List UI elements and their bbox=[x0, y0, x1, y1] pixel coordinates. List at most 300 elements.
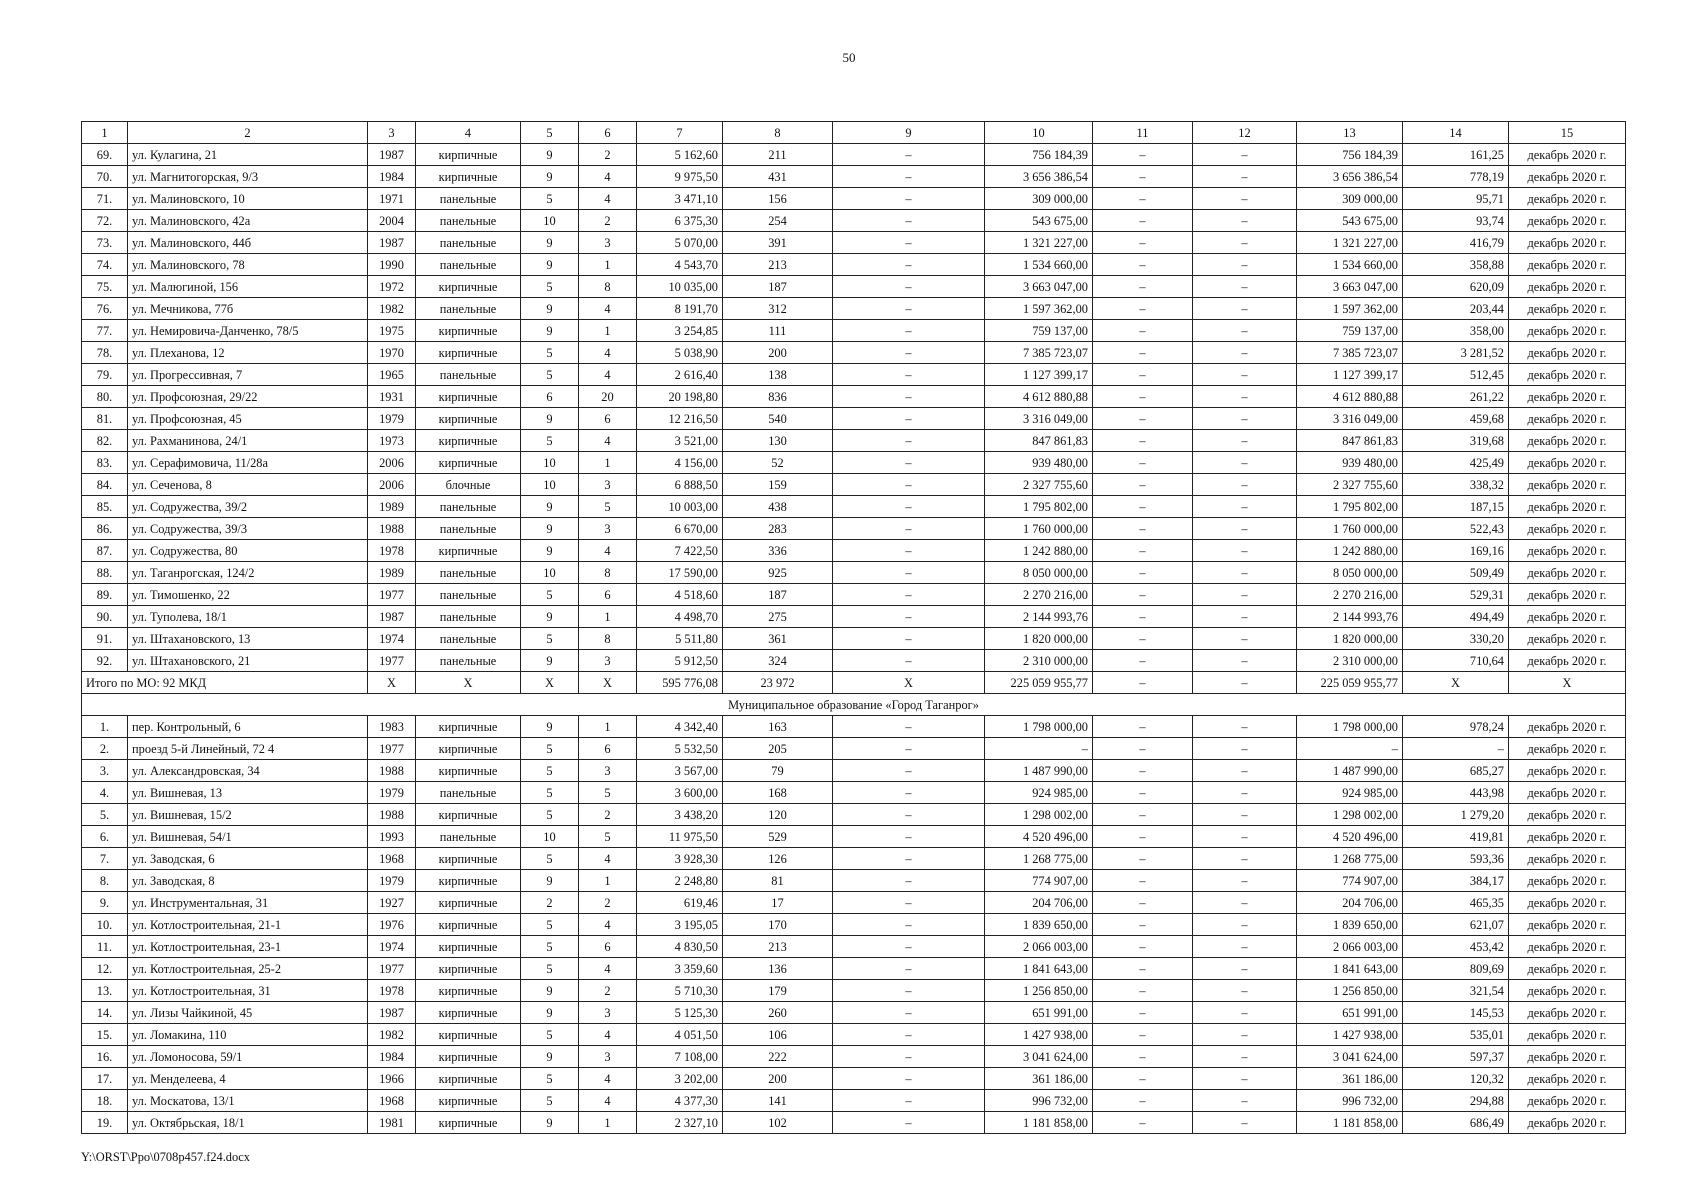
table-row bbox=[82, 848, 1626, 870]
cell-col-13: 847 861,83 bbox=[1297, 430, 1403, 452]
cell-col-8: 141 bbox=[723, 1090, 833, 1112]
cell-col-5: 9 bbox=[521, 606, 579, 628]
cell-col-15: декабрь 2020 г. bbox=[1509, 914, 1626, 936]
cell-col-2: ул. Серафимовича, 11/28а bbox=[128, 452, 368, 474]
cell-col-11: – bbox=[1093, 430, 1193, 452]
column-header-13: 13 bbox=[1297, 122, 1403, 144]
cell-col-7: 6 375,30 bbox=[637, 210, 723, 232]
cell-col-13: 2 144 993,76 bbox=[1297, 606, 1403, 628]
cell-col-10: 309 000,00 bbox=[985, 188, 1093, 210]
cell-col-5: 5 bbox=[521, 276, 579, 298]
cell-col-8: 130 bbox=[723, 430, 833, 452]
cell-col-8: 81 bbox=[723, 870, 833, 892]
cell-col-14: 509,49 bbox=[1403, 562, 1509, 584]
cell-col-8: 156 bbox=[723, 188, 833, 210]
cell-col-3: 1984 bbox=[368, 166, 416, 188]
cell-col-8: 159 bbox=[723, 474, 833, 496]
cell-col-3: 1977 bbox=[368, 650, 416, 672]
table-row bbox=[82, 782, 1626, 804]
cell-col-14: 685,27 bbox=[1403, 760, 1509, 782]
cell-col-10: 7 385 723,07 bbox=[985, 342, 1093, 364]
cell-col-4: кирпичные bbox=[416, 1046, 521, 1068]
cell-col-5: 10 bbox=[521, 826, 579, 848]
cell-col-9: – bbox=[833, 408, 985, 430]
cell-col-11: – bbox=[1093, 584, 1193, 606]
cell-col-6: 2 bbox=[579, 980, 637, 1002]
cell-col-10: 543 675,00 bbox=[985, 210, 1093, 232]
cell-col-3: 1987 bbox=[368, 232, 416, 254]
cell-col-1: 69. bbox=[82, 144, 128, 166]
total-cell: X bbox=[579, 672, 637, 694]
cell-col-6: 3 bbox=[579, 1046, 637, 1068]
cell-col-1: 80. bbox=[82, 386, 128, 408]
cell-col-4: панельные bbox=[416, 606, 521, 628]
cell-col-3: 1975 bbox=[368, 320, 416, 342]
cell-col-5: 5 bbox=[521, 342, 579, 364]
column-header-3: 3 bbox=[368, 122, 416, 144]
cell-col-11: – bbox=[1093, 342, 1193, 364]
cell-col-1: 6. bbox=[82, 826, 128, 848]
cell-col-15: декабрь 2020 г. bbox=[1509, 562, 1626, 584]
cell-col-8: 283 bbox=[723, 518, 833, 540]
cell-col-8: 324 bbox=[723, 650, 833, 672]
total-cell: 225 059 955,77 bbox=[1297, 672, 1403, 694]
cell-col-9: – bbox=[833, 166, 985, 188]
cell-col-1: 77. bbox=[82, 320, 128, 342]
table-row bbox=[82, 584, 1626, 606]
cell-col-10: 1 487 990,00 bbox=[985, 760, 1093, 782]
cell-col-3: 1972 bbox=[368, 276, 416, 298]
cell-col-14: 187,15 bbox=[1403, 496, 1509, 518]
cell-col-4: панельные bbox=[416, 650, 521, 672]
cell-col-8: 211 bbox=[723, 144, 833, 166]
cell-col-7: 10 035,00 bbox=[637, 276, 723, 298]
cell-col-11: – bbox=[1093, 716, 1193, 738]
table-row bbox=[82, 166, 1626, 188]
cell-col-4: панельные bbox=[416, 254, 521, 276]
cell-col-4: кирпичные bbox=[416, 144, 521, 166]
cell-col-5: 10 bbox=[521, 210, 579, 232]
cell-col-11: – bbox=[1093, 1024, 1193, 1046]
cell-col-5: 5 bbox=[521, 848, 579, 870]
cell-col-10: 939 480,00 bbox=[985, 452, 1093, 474]
cell-col-1: 90. bbox=[82, 606, 128, 628]
total-cell: – bbox=[1193, 672, 1297, 694]
cell-col-12: – bbox=[1193, 628, 1297, 650]
cell-col-3: 1981 bbox=[368, 1112, 416, 1134]
cell-col-12: – bbox=[1193, 584, 1297, 606]
cell-col-6: 1 bbox=[579, 716, 637, 738]
total-label: Итого по МО: 92 МКД bbox=[82, 672, 368, 694]
cell-col-7: 4 051,50 bbox=[637, 1024, 723, 1046]
cell-col-6: 2 bbox=[579, 804, 637, 826]
cell-col-10: 2 144 993,76 bbox=[985, 606, 1093, 628]
cell-col-13: 1 597 362,00 bbox=[1297, 298, 1403, 320]
cell-col-9: – bbox=[833, 782, 985, 804]
cell-col-4: кирпичные bbox=[416, 848, 521, 870]
cell-col-6: 2 bbox=[579, 144, 637, 166]
cell-col-8: 222 bbox=[723, 1046, 833, 1068]
cell-col-3: 1993 bbox=[368, 826, 416, 848]
cell-col-15: декабрь 2020 г. bbox=[1509, 254, 1626, 276]
cell-col-3: 1974 bbox=[368, 936, 416, 958]
cell-col-10: 1 268 775,00 bbox=[985, 848, 1093, 870]
cell-col-6: 1 bbox=[579, 320, 637, 342]
total-cell: X bbox=[833, 672, 985, 694]
cell-col-2: ул. Профсоюзная, 29/22 bbox=[128, 386, 368, 408]
cell-col-15: декабрь 2020 г. bbox=[1509, 298, 1626, 320]
cell-col-14: 145,53 bbox=[1403, 1002, 1509, 1024]
table-row bbox=[82, 936, 1626, 958]
cell-col-5: 9 bbox=[521, 144, 579, 166]
cell-col-12: – bbox=[1193, 298, 1297, 320]
cell-col-11: – bbox=[1093, 474, 1193, 496]
cell-col-3: 1982 bbox=[368, 1024, 416, 1046]
cell-col-4: кирпичные bbox=[416, 760, 521, 782]
cell-col-2: ул. Немировича-Данченко, 78/5 bbox=[128, 320, 368, 342]
column-header-11: 11 bbox=[1093, 122, 1193, 144]
cell-col-5: 5 bbox=[521, 804, 579, 826]
cell-col-13: 1 298 002,00 bbox=[1297, 804, 1403, 826]
cell-col-13: 1 242 880,00 bbox=[1297, 540, 1403, 562]
cell-col-5: 5 bbox=[521, 738, 579, 760]
cell-col-14: 95,71 bbox=[1403, 188, 1509, 210]
cell-col-1: 18. bbox=[82, 1090, 128, 1112]
cell-col-14: 443,98 bbox=[1403, 782, 1509, 804]
cell-col-11: – bbox=[1093, 254, 1193, 276]
column-header-2: 2 bbox=[128, 122, 368, 144]
cell-col-14: – bbox=[1403, 738, 1509, 760]
cell-col-12: – bbox=[1193, 210, 1297, 232]
cell-col-15: декабрь 2020 г. bbox=[1509, 232, 1626, 254]
cell-col-10: 1 321 227,00 bbox=[985, 232, 1093, 254]
cell-col-12: – bbox=[1193, 782, 1297, 804]
cell-col-4: кирпичные bbox=[416, 738, 521, 760]
cell-col-4: кирпичные bbox=[416, 540, 521, 562]
cell-col-10: 1 597 362,00 bbox=[985, 298, 1093, 320]
cell-col-13: 1 760 000,00 bbox=[1297, 518, 1403, 540]
cell-col-14: 384,17 bbox=[1403, 870, 1509, 892]
cell-col-11: – bbox=[1093, 628, 1193, 650]
cell-col-3: 1977 bbox=[368, 958, 416, 980]
cell-col-7: 3 471,10 bbox=[637, 188, 723, 210]
cell-col-1: 5. bbox=[82, 804, 128, 826]
cell-col-11: – bbox=[1093, 892, 1193, 914]
cell-col-2: ул. Магнитогорская, 9/3 bbox=[128, 166, 368, 188]
cell-col-8: 540 bbox=[723, 408, 833, 430]
cell-col-8: 336 bbox=[723, 540, 833, 562]
cell-col-2: ул. Малюгиной, 156 bbox=[128, 276, 368, 298]
cell-col-4: кирпичные bbox=[416, 958, 521, 980]
cell-col-4: кирпичные bbox=[416, 870, 521, 892]
cell-col-14: 621,07 bbox=[1403, 914, 1509, 936]
table-row bbox=[82, 364, 1626, 386]
cell-col-7: 3 600,00 bbox=[637, 782, 723, 804]
cell-col-6: 4 bbox=[579, 958, 637, 980]
cell-col-4: кирпичные bbox=[416, 1024, 521, 1046]
cell-col-11: – bbox=[1093, 958, 1193, 980]
cell-col-3: 2006 bbox=[368, 452, 416, 474]
cell-col-4: кирпичные bbox=[416, 430, 521, 452]
total-cell: X bbox=[416, 672, 521, 694]
cell-col-4: кирпичные bbox=[416, 914, 521, 936]
cell-col-2: ул. Октябрьская, 18/1 bbox=[128, 1112, 368, 1134]
cell-col-4: кирпичные bbox=[416, 1112, 521, 1134]
column-header-1: 1 bbox=[82, 122, 128, 144]
cell-col-1: 4. bbox=[82, 782, 128, 804]
cell-col-8: 200 bbox=[723, 342, 833, 364]
cell-col-13: 651 991,00 bbox=[1297, 1002, 1403, 1024]
cell-col-12: – bbox=[1193, 716, 1297, 738]
cell-col-15: декабрь 2020 г. bbox=[1509, 166, 1626, 188]
cell-col-14: 620,09 bbox=[1403, 276, 1509, 298]
cell-col-9: – bbox=[833, 518, 985, 540]
cell-col-4: панельные bbox=[416, 826, 521, 848]
cell-col-7: 8 191,70 bbox=[637, 298, 723, 320]
column-header-10: 10 bbox=[985, 122, 1093, 144]
cell-col-2: ул. Прогрессивная, 7 bbox=[128, 364, 368, 386]
cell-col-12: – bbox=[1193, 408, 1297, 430]
cell-col-3: 2006 bbox=[368, 474, 416, 496]
cell-col-13: 1 795 802,00 bbox=[1297, 496, 1403, 518]
table-row bbox=[82, 452, 1626, 474]
cell-col-11: – bbox=[1093, 782, 1193, 804]
cell-col-15: декабрь 2020 г. bbox=[1509, 804, 1626, 826]
cell-col-15: декабрь 2020 г. bbox=[1509, 1002, 1626, 1024]
cell-col-12: – bbox=[1193, 1002, 1297, 1024]
table-row bbox=[82, 1046, 1626, 1068]
cell-col-15: декабрь 2020 г. bbox=[1509, 738, 1626, 760]
cell-col-7: 5 511,80 bbox=[637, 628, 723, 650]
cell-col-6: 4 bbox=[579, 166, 637, 188]
cell-col-7: 2 616,40 bbox=[637, 364, 723, 386]
cell-col-3: 1978 bbox=[368, 540, 416, 562]
cell-col-13: 543 675,00 bbox=[1297, 210, 1403, 232]
cell-col-10: 1 298 002,00 bbox=[985, 804, 1093, 826]
cell-col-9: – bbox=[833, 936, 985, 958]
cell-col-14: 93,74 bbox=[1403, 210, 1509, 232]
cell-col-14: 535,01 bbox=[1403, 1024, 1509, 1046]
cell-col-10: 3 663 047,00 bbox=[985, 276, 1093, 298]
cell-col-5: 9 bbox=[521, 518, 579, 540]
cell-col-8: 52 bbox=[723, 452, 833, 474]
cell-col-4: кирпичные bbox=[416, 936, 521, 958]
table-row bbox=[82, 606, 1626, 628]
cell-col-10: 1 127 399,17 bbox=[985, 364, 1093, 386]
table-row bbox=[82, 342, 1626, 364]
table-body bbox=[82, 122, 1626, 1134]
cell-col-9: – bbox=[833, 606, 985, 628]
cell-col-1: 78. bbox=[82, 342, 128, 364]
table-row bbox=[82, 650, 1626, 672]
cell-col-5: 5 bbox=[521, 958, 579, 980]
cell-col-2: ул. Штахановского, 13 bbox=[128, 628, 368, 650]
cell-col-12: – bbox=[1193, 914, 1297, 936]
table-row bbox=[82, 958, 1626, 980]
column-header-5: 5 bbox=[521, 122, 579, 144]
cell-col-2: ул. Сеченова, 8 bbox=[128, 474, 368, 496]
cell-col-7: 3 202,00 bbox=[637, 1068, 723, 1090]
cell-col-11: – bbox=[1093, 1090, 1193, 1112]
cell-col-13: 204 706,00 bbox=[1297, 892, 1403, 914]
cell-col-3: 1987 bbox=[368, 606, 416, 628]
cell-col-12: – bbox=[1193, 936, 1297, 958]
cell-col-1: 9. bbox=[82, 892, 128, 914]
cell-col-11: – bbox=[1093, 606, 1193, 628]
cell-col-9: – bbox=[833, 210, 985, 232]
cell-col-6: 4 bbox=[579, 1090, 637, 1112]
cell-col-7: 4 342,40 bbox=[637, 716, 723, 738]
cell-col-3: 1968 bbox=[368, 848, 416, 870]
cell-col-14: 778,19 bbox=[1403, 166, 1509, 188]
cell-col-13: 996 732,00 bbox=[1297, 1090, 1403, 1112]
cell-col-1: 73. bbox=[82, 232, 128, 254]
cell-col-15: декабрь 2020 г. bbox=[1509, 584, 1626, 606]
cell-col-1: 11. bbox=[82, 936, 128, 958]
cell-col-15: декабрь 2020 г. bbox=[1509, 210, 1626, 232]
cell-col-13: 756 184,39 bbox=[1297, 144, 1403, 166]
cell-col-5: 5 bbox=[521, 782, 579, 804]
cell-col-2: ул. Малиновского, 44б bbox=[128, 232, 368, 254]
cell-col-8: 391 bbox=[723, 232, 833, 254]
cell-col-4: панельные bbox=[416, 562, 521, 584]
cell-col-7: 5 532,50 bbox=[637, 738, 723, 760]
cell-col-11: – bbox=[1093, 408, 1193, 430]
cell-col-2: ул. Котлостроительная, 23-1 bbox=[128, 936, 368, 958]
cell-col-5: 9 bbox=[521, 1112, 579, 1134]
cell-col-7: 3 195,05 bbox=[637, 914, 723, 936]
cell-col-4: блочные bbox=[416, 474, 521, 496]
cell-col-8: 170 bbox=[723, 914, 833, 936]
cell-col-4: кирпичные bbox=[416, 804, 521, 826]
cell-col-12: – bbox=[1193, 606, 1297, 628]
cell-col-8: 836 bbox=[723, 386, 833, 408]
cell-col-11: – bbox=[1093, 738, 1193, 760]
cell-col-9: – bbox=[833, 342, 985, 364]
cell-col-2: ул. Таганрогская, 124/2 bbox=[128, 562, 368, 584]
cell-col-1: 17. bbox=[82, 1068, 128, 1090]
cell-col-12: – bbox=[1193, 826, 1297, 848]
cell-col-11: – bbox=[1093, 518, 1193, 540]
cell-col-10: 1 839 650,00 bbox=[985, 914, 1093, 936]
total-cell: 23 972 bbox=[723, 672, 833, 694]
cell-col-1: 88. bbox=[82, 562, 128, 584]
cell-col-13: 1 181 858,00 bbox=[1297, 1112, 1403, 1134]
cell-col-9: – bbox=[833, 474, 985, 496]
cell-col-10: 996 732,00 bbox=[985, 1090, 1093, 1112]
cell-col-10: 8 050 000,00 bbox=[985, 562, 1093, 584]
cell-col-6: 4 bbox=[579, 188, 637, 210]
cell-col-15: декабрь 2020 г. bbox=[1509, 430, 1626, 452]
cell-col-9: – bbox=[833, 364, 985, 386]
cell-col-13: 7 385 723,07 bbox=[1297, 342, 1403, 364]
cell-col-14: 161,25 bbox=[1403, 144, 1509, 166]
cell-col-12: – bbox=[1193, 980, 1297, 1002]
cell-col-1: 19. bbox=[82, 1112, 128, 1134]
cell-col-15: декабрь 2020 г. bbox=[1509, 958, 1626, 980]
cell-col-1: 92. bbox=[82, 650, 128, 672]
cell-col-6: 1 bbox=[579, 606, 637, 628]
cell-col-9: – bbox=[833, 1002, 985, 1024]
cell-col-15: декабрь 2020 г. bbox=[1509, 1090, 1626, 1112]
cell-col-9: – bbox=[833, 804, 985, 826]
cell-col-4: панельные bbox=[416, 298, 521, 320]
cell-col-12: – bbox=[1193, 166, 1297, 188]
table-row bbox=[82, 804, 1626, 826]
cell-col-2: ул. Москатова, 13/1 bbox=[128, 1090, 368, 1112]
cell-col-5: 5 bbox=[521, 1068, 579, 1090]
cell-col-3: 1987 bbox=[368, 1002, 416, 1024]
cell-col-1: 14. bbox=[82, 1002, 128, 1024]
cell-col-3: 1977 bbox=[368, 584, 416, 606]
cell-col-7: 4 543,70 bbox=[637, 254, 723, 276]
cell-col-2: ул. Заводская, 8 bbox=[128, 870, 368, 892]
cell-col-6: 8 bbox=[579, 276, 637, 298]
cell-col-6: 4 bbox=[579, 364, 637, 386]
total-cell: X bbox=[521, 672, 579, 694]
column-header-8: 8 bbox=[723, 122, 833, 144]
cell-col-9: – bbox=[833, 914, 985, 936]
cell-col-9: – bbox=[833, 540, 985, 562]
cell-col-13: 774 907,00 bbox=[1297, 870, 1403, 892]
cell-col-7: 3 567,00 bbox=[637, 760, 723, 782]
cell-col-7: 4 498,70 bbox=[637, 606, 723, 628]
cell-col-12: – bbox=[1193, 254, 1297, 276]
cell-col-12: – bbox=[1193, 804, 1297, 826]
cell-col-15: декабрь 2020 г. bbox=[1509, 1112, 1626, 1134]
cell-col-15: декабрь 2020 г. bbox=[1509, 760, 1626, 782]
cell-col-1: 8. bbox=[82, 870, 128, 892]
cell-col-4: кирпичные bbox=[416, 892, 521, 914]
cell-col-7: 6 888,50 bbox=[637, 474, 723, 496]
cell-col-6: 1 bbox=[579, 870, 637, 892]
cell-col-6: 1 bbox=[579, 254, 637, 276]
cell-col-3: 1982 bbox=[368, 298, 416, 320]
cell-col-11: – bbox=[1093, 650, 1193, 672]
cell-col-12: – bbox=[1193, 892, 1297, 914]
cell-col-12: – bbox=[1193, 738, 1297, 760]
cell-col-13: 1 127 399,17 bbox=[1297, 364, 1403, 386]
cell-col-1: 2. bbox=[82, 738, 128, 760]
table-header-row bbox=[82, 122, 1626, 144]
cell-col-1: 1. bbox=[82, 716, 128, 738]
cell-col-13: 1 321 227,00 bbox=[1297, 232, 1403, 254]
cell-col-2: ул. Малиновского, 42а bbox=[128, 210, 368, 232]
cell-col-7: 7 108,00 bbox=[637, 1046, 723, 1068]
cell-col-5: 5 bbox=[521, 1024, 579, 1046]
cell-col-14: 529,31 bbox=[1403, 584, 1509, 606]
cell-col-2: ул. Заводская, 6 bbox=[128, 848, 368, 870]
cell-col-5: 5 bbox=[521, 628, 579, 650]
table-row bbox=[82, 298, 1626, 320]
table-row bbox=[82, 254, 1626, 276]
column-header-7: 7 bbox=[637, 122, 723, 144]
cell-col-4: панельные bbox=[416, 232, 521, 254]
cell-col-10: 361 186,00 bbox=[985, 1068, 1093, 1090]
cell-col-13: 361 186,00 bbox=[1297, 1068, 1403, 1090]
cell-col-11: – bbox=[1093, 1112, 1193, 1134]
cell-col-15: декабрь 2020 г. bbox=[1509, 496, 1626, 518]
cell-col-14: 465,35 bbox=[1403, 892, 1509, 914]
column-header-15: 15 bbox=[1509, 122, 1626, 144]
cell-col-4: кирпичные bbox=[416, 386, 521, 408]
cell-col-9: – bbox=[833, 1112, 985, 1134]
cell-col-10: 1 256 850,00 bbox=[985, 980, 1093, 1002]
cell-col-15: декабрь 2020 г. bbox=[1509, 716, 1626, 738]
cell-col-4: кирпичные bbox=[416, 1002, 521, 1024]
cell-col-3: 1974 bbox=[368, 628, 416, 650]
cell-col-5: 2 bbox=[521, 892, 579, 914]
